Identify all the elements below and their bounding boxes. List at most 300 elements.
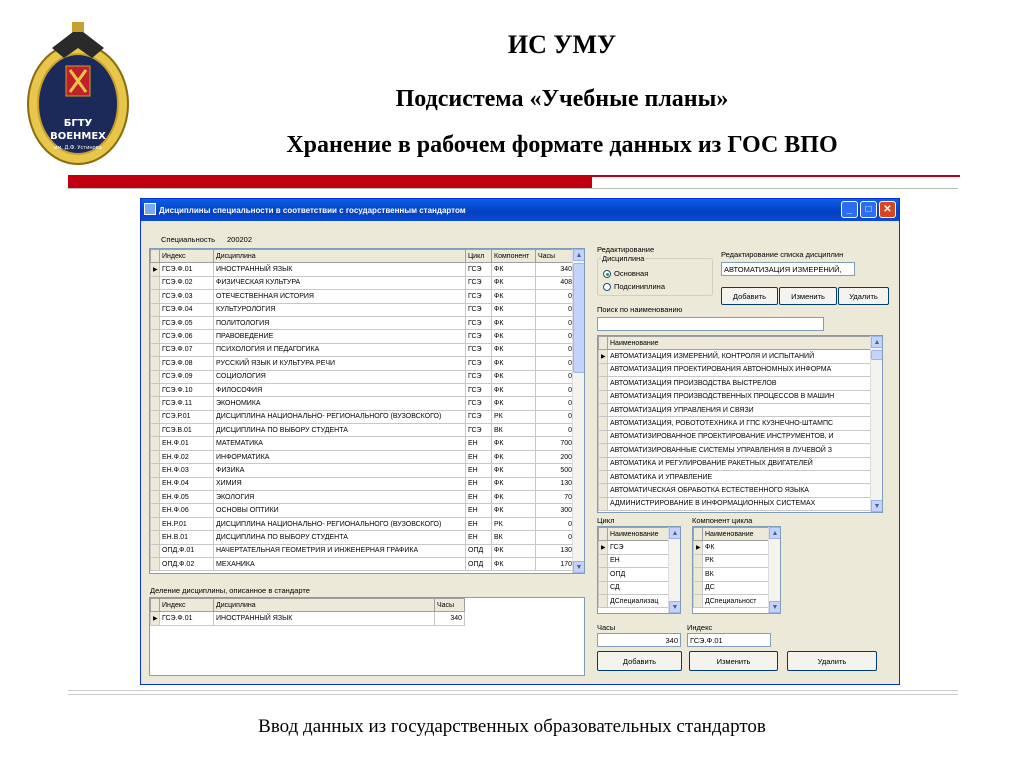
division-row[interactable] — [151, 612, 465, 625]
disciplines-cell[interactable]: ГСЭ.Ф.03 — [160, 290, 214, 303]
disciplines-scrollbar[interactable] — [572, 249, 584, 573]
disciplines-row[interactable] — [151, 504, 575, 517]
disciplines-row[interactable] — [151, 437, 575, 450]
division-cell[interactable]: ГСЭ.Ф.01 — [160, 612, 214, 625]
component-row[interactable] — [694, 568, 770, 581]
row-selector[interactable] — [599, 390, 608, 403]
names-cell[interactable]: АВТОМАТИЗАЦИЯ ПРОИЗВОДСТВА ВЫСТРЕЛОВ — [608, 377, 871, 390]
disciplines-row[interactable] — [151, 357, 575, 370]
names-row[interactable] — [599, 377, 871, 390]
disciplines-cell[interactable]: ЕН — [466, 491, 492, 504]
disciplines-cell[interactable]: ГСЭ.Ф.07 — [160, 343, 214, 356]
disciplines-row[interactable] — [151, 330, 575, 343]
change-button[interactable]: Изменить — [689, 651, 778, 671]
disciplines-cell[interactable]: СОЦИОЛОГИЯ — [214, 370, 466, 383]
disciplines-cell[interactable]: ФК — [492, 370, 536, 383]
row-selector[interactable] — [599, 497, 608, 510]
scroll-down-icon[interactable]: ▼ — [573, 561, 585, 573]
disciplines-cell[interactable]: ФИЗИКА — [214, 464, 466, 477]
row-selector[interactable] — [599, 417, 608, 430]
disciplines-cell[interactable]: ГСЭ — [466, 343, 492, 356]
specialty-value: 200202 — [227, 235, 253, 244]
names-cell[interactable]: АВТОМАТИЗИРОВАННОЕ ПРОЕКТИРОВАНИЕ ИНСТРУМЕНТОВ, И — [608, 430, 871, 443]
disciplines-cell[interactable]: 340 — [536, 263, 575, 276]
names-column-header[interactable]: Наименование — [608, 337, 871, 350]
names-cell[interactable]: АДМИНИСТРИРОВАНИЕ В ИНФОРМАЦИОННЫХ СИСТЕМАХ — [608, 497, 871, 510]
disciplines-column-header[interactable]: Индекс — [160, 250, 214, 263]
disciplines-cell[interactable]: ПРАВОВЕДЕНИЕ — [214, 330, 466, 343]
row-selector[interactable] — [151, 557, 160, 570]
disciplines-cell[interactable]: ЭКОЛОГИЯ — [214, 491, 466, 504]
list-edit-input[interactable]: АВТОМАТИЗАЦИЯ ИЗМЕРЕНИЙ, — [721, 262, 855, 276]
cycle-scroll-up-icon[interactable]: ▲ — [669, 527, 681, 539]
division-column-header[interactable]: Дисциплина — [214, 599, 435, 612]
disciplines-row[interactable] — [151, 450, 575, 463]
disciplines-cell[interactable]: ДИСЦИПЛИНА ПО ВЫБОРУ СТУДЕНТА — [214, 424, 466, 437]
disciplines-cell[interactable]: 0 — [536, 370, 575, 383]
disciplines-cell[interactable]: ЕН.Ф.02 — [160, 450, 214, 463]
disciplines-cell[interactable]: 0 — [536, 343, 575, 356]
disciplines-cell[interactable]: ОПД — [466, 557, 492, 570]
index-label: Индекс — [687, 623, 713, 632]
close-button[interactable]: ✕ — [879, 201, 896, 218]
red-divider-thin — [592, 175, 960, 177]
disciplines-row[interactable] — [151, 557, 575, 570]
row-selector[interactable] — [599, 457, 608, 470]
disciplines-cell[interactable]: 700 — [536, 437, 575, 450]
disciplines-cell[interactable]: ФК — [492, 383, 536, 396]
cycle-cell[interactable]: СД — [608, 581, 670, 594]
disciplines-cell[interactable]: ФИЛОСОФИЯ — [214, 383, 466, 396]
disciplines-row[interactable] — [151, 316, 575, 329]
disciplines-cell[interactable]: ФК — [492, 437, 536, 450]
disciplines-cell[interactable]: ПСИХОЛОГИЯ И ПЕДАГОГИКА — [214, 343, 466, 356]
row-selector[interactable] — [151, 437, 160, 450]
cycle-scroll-down-icon[interactable]: ▼ — [669, 601, 681, 613]
row-selector[interactable] — [151, 383, 160, 396]
cycle-cell[interactable]: ОПД — [608, 568, 670, 581]
component-row[interactable] — [694, 594, 770, 607]
component-cell[interactable]: ДС — [703, 581, 770, 594]
row-selector[interactable] — [694, 581, 703, 594]
division-label: Деление дисциплины, описанное в стандарте — [150, 586, 310, 595]
row-selector-icon[interactable]: ▶ — [151, 612, 160, 625]
disciplines-cell[interactable]: ГСЭ.Ф.11 — [160, 397, 214, 410]
component-cell[interactable]: ФК — [703, 541, 770, 554]
maximize-button[interactable]: □ — [860, 201, 877, 218]
cycle-row[interactable] — [599, 581, 670, 594]
radio-main[interactable] — [603, 269, 648, 278]
row-selector-icon[interactable]: ▶ — [151, 263, 160, 276]
names-scroll-thumb[interactable] — [871, 350, 883, 360]
disciplines-row[interactable] — [151, 397, 575, 410]
disciplines-row[interactable] — [151, 370, 575, 383]
names-grid[interactable] — [597, 335, 883, 513]
disciplines-cell[interactable]: ГСЭ.Ф.02 — [160, 276, 214, 289]
disciplines-cell[interactable]: 130 — [536, 477, 575, 490]
list-delete-button[interactable]: Удалить — [838, 287, 889, 305]
disciplines-cell[interactable]: ИНОСТРАННЫЙ ЯЗЫК — [214, 263, 466, 276]
row-selector-icon[interactable]: ▶ — [694, 541, 703, 554]
component-row[interactable] — [694, 541, 770, 554]
cycle-label: Цикл — [597, 516, 615, 525]
row-selector[interactable] — [151, 303, 160, 316]
disciplines-cell[interactable]: ЕН — [466, 531, 492, 544]
disciplines-row[interactable] — [151, 276, 575, 289]
row-selector[interactable] — [599, 363, 608, 376]
row-selector[interactable] — [599, 581, 608, 594]
disciplines-cell[interactable]: ГСЭ.Р.01 — [160, 410, 214, 423]
disciplines-cell[interactable]: ЕН.Ф.05 — [160, 491, 214, 504]
disciplines-cell[interactable]: КУЛЬТУРОЛОГИЯ — [214, 303, 466, 316]
names-scroll-up-icon[interactable]: ▲ — [871, 336, 883, 348]
row-selector[interactable] — [151, 544, 160, 557]
disciplines-cell[interactable]: 0 — [536, 410, 575, 423]
disciplines-cell[interactable]: НАЧЕРТАТЕЛЬНАЯ ГЕОМЕТРИЯ И ИНЖЕНЕРНАЯ ГРАФИКА — [214, 544, 466, 557]
disciplines-cell[interactable]: ОПД.Ф.01 — [160, 544, 214, 557]
cycle-scrollbar[interactable] — [668, 527, 680, 613]
disciplines-row[interactable] — [151, 477, 575, 490]
disciplines-cell[interactable]: ОТЕЧЕСТВЕННАЯ ИСТОРИЯ — [214, 290, 466, 303]
bottom-divider — [68, 690, 958, 691]
logo-text-3: им. Д.Ф. Устинова — [54, 145, 102, 151]
disciplines-cell[interactable]: ЕН — [466, 450, 492, 463]
row-selector[interactable] — [151, 397, 160, 410]
index-input[interactable]: ГСЭ.Ф.01 — [687, 633, 771, 647]
disciplines-cell[interactable]: ГСЭ — [466, 410, 492, 423]
disciplines-cell[interactable]: ДИСЦИПЛИНА НАЦИОНАЛЬНО- РЕГИОНАЛЬНОГО (ВУЗОВСКОГО) — [214, 517, 466, 530]
names-row[interactable] — [599, 470, 871, 483]
specialty-label: Специальность — [161, 235, 215, 244]
row-selector[interactable] — [599, 484, 608, 497]
editing-label: Редактирование — [597, 245, 655, 254]
window-titlebar[interactable] — [141, 199, 899, 221]
disciplines-cell[interactable]: ГСЭ — [466, 357, 492, 370]
disciplines-cell[interactable]: 0 — [536, 357, 575, 370]
disciplines-cell[interactable]: ЕН — [466, 517, 492, 530]
disciplines-cell[interactable]: ГСЭ.В.01 — [160, 424, 214, 437]
disciplines-column-header[interactable]: Дисциплина — [214, 250, 466, 263]
disciplines-cell[interactable]: РК — [492, 410, 536, 423]
names-cell[interactable]: АВТОМАТИКА И РЕГУЛИРОВАНИЕ РАКЕТНЫХ ДВИГАТЕЛЕЙ — [608, 457, 871, 470]
slide-title: ИС УМУ — [507, 30, 617, 59]
cycle-row[interactable] — [599, 594, 670, 607]
division-cell[interactable]: ИНОСТРАННЫЙ ЯЗЫК — [214, 612, 435, 625]
row-selector[interactable] — [599, 554, 608, 567]
disciplines-cell[interactable]: 0 — [536, 290, 575, 303]
logo-text-2: ВОЕНМЕХ — [50, 131, 106, 142]
names-row[interactable] — [599, 444, 871, 457]
disciplines-cell[interactable]: ГСЭ — [466, 370, 492, 383]
radio-sub-label: Подсиниплина — [614, 282, 665, 291]
disciplines-cell[interactable]: ГСЭ.Ф.10 — [160, 383, 214, 396]
disciplines-cell[interactable]: ОПД — [466, 544, 492, 557]
disciplines-row[interactable] — [151, 544, 575, 557]
names-cell[interactable]: АВТОМАТИЗАЦИЯ ИЗМЕРЕНИЙ, КОНТРОЛЯ И ИСПЫТАНИЙ — [608, 350, 871, 363]
scroll-thumb[interactable] — [573, 263, 585, 373]
component-cell[interactable]: ВК — [703, 568, 770, 581]
disciplines-row[interactable] — [151, 531, 575, 544]
disciplines-cell[interactable]: ФК — [492, 557, 536, 570]
cycle-cell[interactable]: ЕН — [608, 554, 670, 567]
disciplines-cell[interactable]: ЕН.Ф.03 — [160, 464, 214, 477]
row-selector[interactable] — [151, 357, 160, 370]
search-input[interactable] — [597, 317, 824, 331]
disciplines-cell[interactable]: ЕН.Р.01 — [160, 517, 214, 530]
disciplines-cell[interactable]: ФК — [492, 357, 536, 370]
cycle-column-header[interactable]: Наименование — [608, 528, 670, 541]
names-row[interactable] — [599, 497, 871, 510]
row-selector[interactable] — [599, 594, 608, 607]
bottom-divider-2 — [68, 694, 958, 695]
row-selector[interactable] — [151, 330, 160, 343]
disciplines-cell[interactable]: ДИСЦИПЛИНА ПО ВЫБОРУ СТУДЕНТА — [214, 531, 466, 544]
names-scrollbar[interactable] — [870, 336, 882, 512]
disciplines-cell[interactable]: ГСЭ.Ф.01 — [160, 263, 214, 276]
cycle-row[interactable] — [599, 554, 670, 567]
row-selector[interactable] — [151, 464, 160, 477]
disciplines-row[interactable] — [151, 263, 575, 276]
division-column-header[interactable]: Часы — [435, 599, 465, 612]
row-selector[interactable] — [151, 531, 160, 544]
disciplines-cell[interactable]: РУССКИЙ ЯЗЫК И КУЛЬТУРА РЕЧИ — [214, 357, 466, 370]
row-selector[interactable] — [694, 594, 703, 607]
disciplines-cell[interactable]: 200 — [536, 450, 575, 463]
disciplines-cell[interactable]: МЕХАНИКА — [214, 557, 466, 570]
names-row[interactable] — [599, 403, 871, 416]
disciplines-cell[interactable]: ФК — [492, 491, 536, 504]
disciplines-cell[interactable]: ГСЭ — [466, 424, 492, 437]
names-row[interactable] — [599, 417, 871, 430]
disciplines-cell[interactable]: 0 — [536, 303, 575, 316]
disciplines-column-header[interactable]: Часы — [536, 250, 575, 263]
radio-sub[interactable] — [603, 282, 665, 291]
row-selector[interactable] — [599, 444, 608, 457]
row-selector[interactable] — [151, 370, 160, 383]
disciplines-cell[interactable]: ХИМИЯ — [214, 477, 466, 490]
component-column-header[interactable]: Наименование — [703, 528, 770, 541]
disciplines-cell[interactable]: ЭКОНОМИКА — [214, 397, 466, 410]
component-row[interactable] — [694, 581, 770, 594]
disciplines-row[interactable] — [151, 517, 575, 530]
row-selector[interactable] — [599, 430, 608, 443]
names-scroll-down-icon[interactable]: ▼ — [871, 500, 883, 512]
disciplines-cell[interactable]: ФК — [492, 397, 536, 410]
cycle-cell[interactable]: ДСпециализац — [608, 594, 670, 607]
row-selector[interactable] — [151, 517, 160, 530]
disciplines-cell[interactable]: ДИСЦИПЛИНА НАЦИОНАЛЬНО- РЕГИОНАЛЬНОГО (ВУЗОВСКОГО) — [214, 410, 466, 423]
disciplines-cell[interactable]: 408 — [536, 276, 575, 289]
disciplines-cell[interactable]: МАТЕМАТИКА — [214, 437, 466, 450]
disciplines-cell[interactable]: ЕН — [466, 437, 492, 450]
scroll-up-icon[interactable]: ▲ — [573, 249, 585, 261]
cycle-grid[interactable] — [597, 526, 681, 614]
row-selector[interactable] — [151, 424, 160, 437]
names-row[interactable] — [599, 390, 871, 403]
disciplines-cell[interactable]: ФК — [492, 316, 536, 329]
component-scroll-down-icon[interactable]: ▼ — [769, 601, 781, 613]
disciplines-cell[interactable]: ГСЭ.Ф.08 — [160, 357, 214, 370]
discipline-group-label: Дисциплина — [602, 254, 645, 263]
names-row[interactable] — [599, 457, 871, 470]
row-selector[interactable] — [151, 477, 160, 490]
names-row[interactable] — [599, 484, 871, 497]
row-selector[interactable] — [151, 316, 160, 329]
cycle-row[interactable] — [599, 541, 670, 554]
app-icon — [144, 203, 156, 215]
disciplines-cell[interactable]: ГСЭ — [466, 330, 492, 343]
row-selector[interactable] — [599, 377, 608, 390]
component-cell[interactable]: РК — [703, 554, 770, 567]
slide-footer: Ввод данных из государственных образовательных стандартов — [258, 716, 766, 737]
slide-subtitle: Подсистема «Учебные планы» — [395, 86, 729, 112]
disciplines-cell[interactable]: ФК — [492, 303, 536, 316]
disciplines-column-header[interactable]: Компонент — [492, 250, 536, 263]
disciplines-cell[interactable]: ЕН — [466, 477, 492, 490]
disciplines-cell[interactable]: ГСЭ — [466, 290, 492, 303]
row-selector[interactable] — [694, 568, 703, 581]
disciplines-cell[interactable]: ВК — [492, 531, 536, 544]
disciplines-cell[interactable]: ФК — [492, 276, 536, 289]
disciplines-cell[interactable]: ГСЭ.Ф.04 — [160, 303, 214, 316]
radio-empty-icon — [603, 283, 611, 291]
disciplines-cell[interactable]: ФК — [492, 504, 536, 517]
names-cell[interactable]: АВТОМАТИЗАЦИЯ ПРОИЗВОДСТВЕННЫХ ПРОЦЕССОВ В МАШИН — [608, 390, 871, 403]
disciplines-cell[interactable]: ОСНОВЫ ОПТИКИ — [214, 504, 466, 517]
disciplines-cell[interactable]: 0 — [536, 383, 575, 396]
delete-button[interactable]: Удалить — [787, 651, 877, 671]
add-button[interactable]: Добавить — [597, 651, 682, 671]
names-row[interactable] — [599, 430, 871, 443]
disciplines-cell[interactable]: ГСЭ — [466, 316, 492, 329]
disciplines-cell[interactable]: ФК — [492, 290, 536, 303]
component-cell[interactable]: ДСпециальност — [703, 594, 770, 607]
disciplines-cell[interactable]: ФИЗИЧЕСКАЯ КУЛЬТУРА — [214, 276, 466, 289]
row-selector[interactable] — [694, 554, 703, 567]
disciplines-row[interactable] — [151, 424, 575, 437]
disciplines-cell[interactable]: 0 — [536, 531, 575, 544]
disciplines-row[interactable] — [151, 303, 575, 316]
row-selector[interactable] — [151, 491, 160, 504]
division-cell[interactable]: 340 — [435, 612, 465, 625]
disciplines-cell[interactable]: 130 — [536, 544, 575, 557]
row-selector[interactable] — [151, 276, 160, 289]
names-cell[interactable]: АВТОМАТИЗИРОВАННЫЕ СИСТЕМЫ УПРАВЛЕНИЯ В ЛУЧЕВОЙ З — [608, 444, 871, 457]
disciplines-cell[interactable]: 0 — [536, 424, 575, 437]
disciplines-cell[interactable]: ИНФОРМАТИКА — [214, 450, 466, 463]
row-selector[interactable] — [151, 343, 160, 356]
disciplines-cell[interactable]: 0 — [536, 517, 575, 530]
disciplines-cell[interactable]: ГСЭ — [466, 263, 492, 276]
disciplines-cell[interactable]: ГСЭ.Ф.06 — [160, 330, 214, 343]
disciplines-cell[interactable]: 0 — [536, 316, 575, 329]
disciplines-cell[interactable]: ГСЭ — [466, 397, 492, 410]
disciplines-cell[interactable]: 70 — [536, 491, 575, 504]
division-grid[interactable] — [149, 597, 585, 676]
disciplines-row[interactable] — [151, 491, 575, 504]
disciplines-cell[interactable]: ФК — [492, 544, 536, 557]
component-scrollbar[interactable] — [768, 527, 780, 613]
names-row[interactable] — [599, 363, 871, 376]
disciplines-cell[interactable]: ЕН.Ф.06 — [160, 504, 214, 517]
disciplines-row[interactable] — [151, 343, 575, 356]
minimize-button[interactable]: _ — [841, 201, 858, 218]
row-selector[interactable] — [599, 470, 608, 483]
disciplines-cell[interactable]: РК — [492, 517, 536, 530]
disciplines-cell[interactable]: ПОЛИТОЛОГИЯ — [214, 316, 466, 329]
disciplines-row[interactable] — [151, 464, 575, 477]
red-divider — [68, 175, 592, 188]
disciplines-cell[interactable]: ГСЭ — [466, 383, 492, 396]
disciplines-column-header[interactable]: Цикл — [466, 250, 492, 263]
disciplines-cell[interactable]: 0 — [536, 397, 575, 410]
disciplines-cell[interactable]: ЕН — [466, 464, 492, 477]
disciplines-cell[interactable]: ОПД.Ф.02 — [160, 557, 214, 570]
component-scroll-up-icon[interactable]: ▲ — [769, 527, 781, 539]
names-row[interactable] — [599, 350, 871, 363]
disciplines-cell[interactable]: ГСЭ.Ф.09 — [160, 370, 214, 383]
disciplines-row[interactable] — [151, 290, 575, 303]
disciplines-grid[interactable] — [149, 248, 585, 574]
division-column-header[interactable]: Индекс — [160, 599, 214, 612]
disciplines-cell[interactable]: ЕН — [466, 504, 492, 517]
row-selector[interactable] — [599, 403, 608, 416]
disciplines-cell[interactable]: ФК — [492, 330, 536, 343]
names-cell[interactable]: АВТОМАТИЗАЦИЯ УПРАВЛЕНИЯ И СВЯЗИ — [608, 403, 871, 416]
row-selector[interactable] — [151, 410, 160, 423]
list-add-button[interactable]: Добавить — [721, 287, 778, 305]
cycle-cell[interactable]: ГСЭ — [608, 541, 670, 554]
cycle-row[interactable] — [599, 568, 670, 581]
disciplines-cell[interactable]: ВК — [492, 424, 536, 437]
row-selector[interactable] — [599, 568, 608, 581]
names-cell[interactable]: АВТОМАТИЗАЦИЯ ПРОЕКТИРОВАНИЯ АВТОНОМНЫХ ИНФОРМА — [608, 363, 871, 376]
disciplines-cell[interactable]: ФК — [492, 450, 536, 463]
disciplines-row[interactable] — [151, 383, 575, 396]
disciplines-cell[interactable]: ЕН.В.01 — [160, 531, 214, 544]
hours-input[interactable]: 340 — [597, 633, 681, 647]
disciplines-cell[interactable]: ФК — [492, 343, 536, 356]
row-selector[interactable] — [151, 504, 160, 517]
names-cell[interactable]: АВТОМАТИЧЕСКАЯ ОБРАБОТКА ЕСТЕСТВЕННОГО ЯЗЫКА — [608, 484, 871, 497]
disciplines-cell[interactable]: 170 — [536, 557, 575, 570]
disciplines-cell[interactable]: ЕН.Ф.04 — [160, 477, 214, 490]
disciplines-cell[interactable]: 500 — [536, 464, 575, 477]
list-change-button[interactable]: Изменить — [779, 287, 837, 305]
component-row[interactable] — [694, 554, 770, 567]
disciplines-row[interactable] — [151, 410, 575, 423]
row-selector-icon[interactable]: ▶ — [599, 541, 608, 554]
window-title: Дисциплины специальности в соответствии с государственным стандартом — [159, 205, 466, 215]
disciplines-cell[interactable]: ФК — [492, 477, 536, 490]
disciplines-cell[interactable]: ФК — [492, 263, 536, 276]
names-cell[interactable]: АВТОМАТИКА И УПРАВЛЕНИЕ — [608, 470, 871, 483]
logo-text-1: БГТУ — [63, 118, 93, 129]
names-cell[interactable]: АВТОМАТИЗАЦИЯ, РОБОТОТЕХНИКА И ГПС КУЗНЕЧНО-ШТАМПС — [608, 417, 871, 430]
disciplines-cell[interactable]: ГСЭ.Ф.05 — [160, 316, 214, 329]
disciplines-cell[interactable]: ЕН.Ф.01 — [160, 437, 214, 450]
disciplines-cell[interactable]: ФК — [492, 464, 536, 477]
disciplines-cell[interactable]: ГСЭ — [466, 276, 492, 289]
disciplines-cell[interactable]: 0 — [536, 330, 575, 343]
row-selector[interactable] — [151, 290, 160, 303]
disciplines-cell[interactable]: ГСЭ — [466, 303, 492, 316]
row-selector-icon[interactable]: ▶ — [599, 350, 608, 363]
row-selector[interactable] — [151, 450, 160, 463]
component-grid[interactable] — [692, 526, 781, 614]
disciplines-cell[interactable]: 300 — [536, 504, 575, 517]
search-label: Поиск по наименованию — [597, 305, 683, 314]
